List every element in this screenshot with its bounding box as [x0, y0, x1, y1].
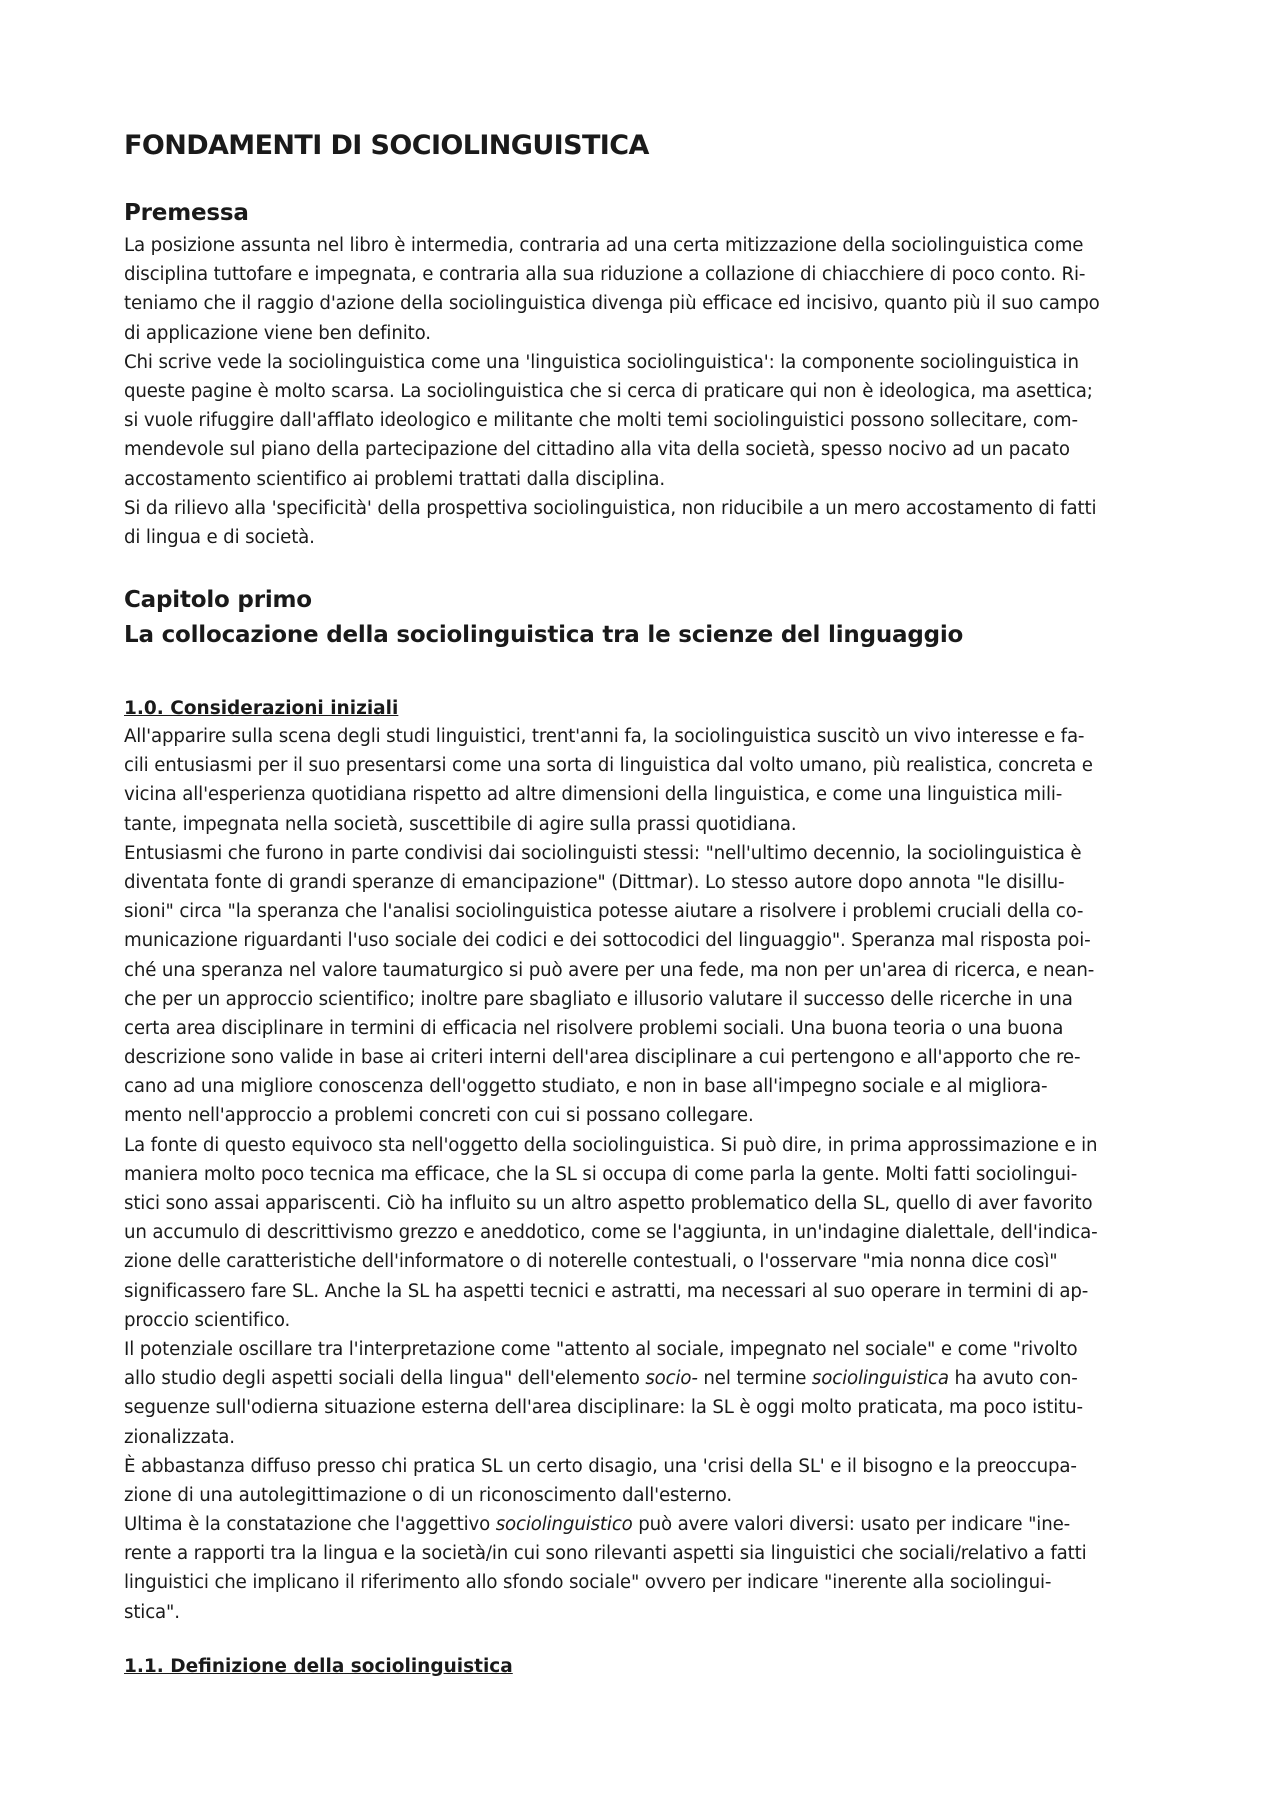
text-line: Il potenziale oscillare tra l'interpretazione come "attento al sociale, impegnato nel sociale" e come "rivolto — [124, 1338, 1078, 1360]
section-1-0-heading: 1.0. Considerazioni iniziali — [124, 698, 399, 719]
emphasis-sociolinguistico: sociolinguistico — [495, 1514, 633, 1536]
text-run: ha avuto con- — [948, 1368, 1078, 1390]
chapter-title: La collocazione della sociolinguistica tra le scienze del linguaggio — [124, 622, 964, 648]
text-line: municazione riguardanti l'uso sociale dei codici e dei sottocodici del linguaggio". Speranza mal risposta poi- — [124, 930, 1091, 952]
text-line: sioni" circa "la speranza che l'analisi sociolinguistica potesse aiutare a risolvere i problemi cruciali della co- — [124, 901, 1084, 923]
chapter-label: Capitolo primo — [124, 587, 312, 613]
text-line: teniamo che il raggio d'azione della sociolinguistica divenga più efficace ed incisivo, quanto più il suo campo — [124, 293, 1100, 315]
text-run: Ultima è la constatazione che l'aggettivo — [124, 1514, 496, 1536]
text-line: Chi scrive vede la sociolinguistica come una 'linguistica sociolinguistica': la componente sociolinguistica in — [124, 351, 1079, 373]
text-line: mento nell'approccio a problemi concreti con cui si possano collegare. — [124, 1105, 754, 1127]
premessa-heading: Premessa — [124, 200, 249, 226]
text-line: diventata fonte di grandi speranze di emancipazione" (Dittmar). Lo stesso autore dopo annota "le disillu- — [124, 871, 1065, 893]
text-line: maniera molto poco tecnica ma efficace, che la SL si occupa di come parla la gente. Molti fatti sociolingui- — [124, 1163, 1078, 1185]
text-line: accostamento scientifico ai problemi trattati dalla disciplina. — [124, 468, 665, 490]
section-1-1-heading: 1.1. Definizione della sociolinguistica — [124, 1656, 513, 1677]
text-line: La fonte di questo equivoco sta nell'oggetto della sociolinguistica. Si può dire, in prima approssimazione e in — [124, 1134, 1098, 1156]
text-line: cili entusiasmi per il suo presentarsi come una sorta di linguistica dal volto umano, più realistica, concreta e — [124, 755, 1093, 777]
text-line: cano ad una migliore conoscenza dell'oggetto studiato, e non in base all'impegno sociale e al migliora- — [124, 1076, 1048, 1098]
text-run: può avere valori diversi: usato per indicare "ine- — [632, 1514, 1071, 1536]
text-line: significassero fare SL. Anche la SL ha aspetti tecnici e astratti, ma necessari al suo operare in termini di ap- — [124, 1280, 1089, 1302]
text-line: zione di una autolegittimazione o di un riconoscimento dall'esterno. — [124, 1484, 733, 1506]
text-line: Si da rilievo alla 'specificità' della prospettiva sociolinguistica, non riducibile a un mero accostamento di fatti — [124, 497, 1097, 519]
text-line: zionalizzata. — [124, 1426, 235, 1448]
premessa-body — [124, 231, 1168, 552]
text-line: stici sono assai appariscenti. Ciò ha influito su un altro aspetto problematico della SL, quello di aver favorito — [124, 1193, 1093, 1214]
text-line: descrizione sono valide in base ai criteri interni dell'area disciplinare a cui pertengono e all'apporto che re- — [124, 1047, 1081, 1069]
text-line: un accumulo di descrittivismo grezzo e aneddotico, come se l'aggiunta, in un'indagine dialettale, dell'indica- — [124, 1222, 1098, 1244]
text-line: Entusiasmi che furono in parte condivisi dai sociolinguisti stessi: "nell'ultimo decennio, la sociolinguistica è — [124, 842, 1082, 864]
text-line: queste pagine è molto scarsa. La sociolinguistica che si cerca di praticare qui non è ideologica, ma asettica; — [124, 380, 1093, 402]
text-line: mendevole sul piano della partecipazione del cittadino alla vita della società, spesso nocivo ad un pacato — [124, 439, 1070, 461]
text-run: nel termine — [697, 1368, 812, 1390]
text-line: stica". — [124, 1601, 180, 1623]
text-line: È abbastanza diffuso presso chi pratica SL un certo disagio, una 'crisi della SL' e il bisogno e la preoccupa- — [124, 1455, 1077, 1477]
text-line: vicina all'esperienza quotidiana rispetto ad altre dimensioni della linguistica, e come una linguistica mili- — [124, 784, 1063, 806]
text-line: che per un approccio scientifico; inoltre pare sbagliato e illusorio valutare il successo delle ricerche in una — [124, 988, 1073, 1010]
text-line: tante, impegnata nella società, suscettibile di agire sulla prassi quotidiana. — [124, 813, 797, 835]
text-line: La posizione assunta nel libro è intermedia, contraria ad una certa mitizzazione della sociolinguistica come — [124, 235, 1084, 256]
text-line: All'apparire sulla scena degli studi linguistici, trent'anni fa, la sociolinguistica suscitò un vivo interesse e fa- — [124, 726, 1085, 747]
text-line: proccio scientifico. — [124, 1309, 291, 1331]
text-line-with-emphasis — [124, 1510, 1168, 1539]
text-line: ché una speranza nel valore taumaturgico si può avere per una fede, ma non per un'area di ricerca, e nean- — [124, 959, 1095, 981]
text-line: di applicazione viene ben definito. — [124, 322, 431, 344]
text-line: di lingua e di società. — [124, 526, 315, 548]
text-line: certa area disciplinare in termini di efficacia nel risolvere problemi sociali. Una buona teoria o una buona — [124, 1017, 1064, 1039]
document-title: FONDAMENTI DI SOCIOLINGUISTICA — [124, 130, 649, 161]
emphasis-socio: socio- — [645, 1368, 698, 1390]
text-line: disciplina tuttofare e impegnata, e contraria alla sua riduzione a collazione di chiacchiere di poco conto. Ri- — [124, 264, 1086, 286]
text-run: allo studio degli aspetti sociali della lingua" dell'elemento — [124, 1368, 646, 1390]
text-line: zione delle caratteristiche dell'informatore o di noterelle contestuali, o l'osservare "mia nonna dice così" — [124, 1251, 1058, 1273]
emphasis-sociolinguistica: sociolinguistica — [811, 1368, 949, 1390]
text-line-with-emphasis — [124, 1364, 1168, 1393]
text-line: seguenze sull'odierna situazione esterna dell'area disciplinare: la SL è oggi molto praticata, ma poco istitu- — [124, 1397, 1083, 1419]
text-line: si vuole rifuggire dall'afflato ideologico e militante che molti temi sociolinguistici possono sollecitare, com- — [124, 410, 1078, 432]
section-1-0-body — [124, 722, 1168, 1627]
text-line: rente a rapporti tra la lingua e la società/in cui sono rilevanti aspetti sia linguistici che sociali/relativo a fatti — [124, 1543, 1087, 1565]
text-line: linguistici che implicano il riferimento allo sfondo sociale" ovvero per indicare "inerente alla sociolingui- — [124, 1572, 1052, 1594]
